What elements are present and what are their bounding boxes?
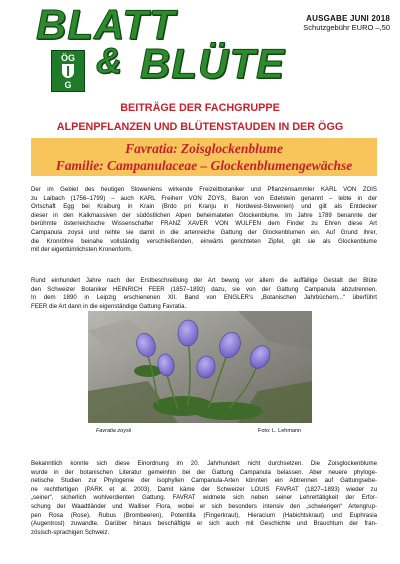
text-line: zu Laibach (1756–1799) – auch KARL Freiherr VON ZOYS, Baron von Edelstein genannt – lebte in der: [31, 194, 377, 202]
paragraph-2: [31, 277, 377, 311]
subtitle-line-2: ALPENPFLANZEN UND BLÜTENSTAUDEN IN DER ÖGG: [56, 121, 344, 133]
masthead: [0, 0, 400, 92]
text-line: die Kronröhre beinahe vollständig verschließenden, einwärts gerichteten Zipfel, gilt sie als Glockenblume: [31, 237, 377, 245]
paragraph-1: [31, 186, 377, 255]
topic-banner: [31, 138, 377, 176]
text-line: Campanula zoysii und reihte sie damit in die artenreiche Gattung der Glockenblumen ein. Auf Grund ihrer,: [31, 228, 377, 236]
subtitle-line-1: BEITRÄGE DER FACHGRUPPE: [120, 102, 280, 114]
issue-label: AUSGABE JUNI 2018: [306, 14, 390, 23]
oegg-logo: [51, 50, 85, 92]
text-line: In dem 1890 in Leipzig erschienenen XII. Band von ENGLER’s „Botanischen Jahrbüchern...“ überführt: [31, 294, 377, 302]
banner-family: Familie: Campanulaceae – Glockenblumengewächse: [55, 158, 353, 173]
title-blatt: BLATT: [36, 1, 176, 48]
text-line: „seiner“, sicherlich wohlverdienten Gattung. FAVRAT widmete sich neben seiner Lehrertätigkeit der Erfor-: [31, 494, 377, 502]
text-line: netische Studien zur Phylogenie der isophyllen Campanula-Arten könnten ein Abtrennen auf Gattungsebe-: [31, 477, 377, 485]
text-line: mit der eigentümlichsten Kronenform.: [31, 246, 133, 254]
flower-photo: [88, 311, 312, 423]
text-line: ne rechtfertigen (PARK et al. 2003). Damit käme der Schweizer LOUIS FAVRAT (1827–1893) wieder zu: [31, 485, 377, 493]
text-line: Der im Gebiet des heutigen Sloweniens wirkende Freizeitbotaniker und Pflanzensammler KARL VON ZOIS: [31, 186, 377, 193]
paragraph-3: [31, 460, 377, 537]
text-line: berühmte österreichische Wissenschafter FRANZ XAVER VON WULFEN dem Finder zu Ehren diese Art: [31, 220, 377, 228]
title-bluete: BLÜTE: [140, 40, 285, 87]
photo-caption-species: Favratia zoysii: [96, 428, 132, 434]
text-line: (Augentrost) zuwandte. Darüber hinaus beschäftigte er sich auch mit Geschichte und Brauchtum der fran-: [31, 520, 377, 528]
text-line: schung der Waadtländer und Walliser Flora, wobei er sich besonders intensiv den „schwierigen“ Artengrup-: [31, 502, 377, 510]
text-line: pen Rosa (Rose), Rubus (Brombeeren), Potentilla (Fingerkraut), Hieracium (Habichtskraut) und Euphrasia: [31, 511, 377, 519]
fee-label: Schutzgebühr EURO –,50: [303, 23, 390, 32]
banner-genus: Favratia: Zoisglockenblume: [125, 141, 283, 156]
title-ampersand: &: [96, 40, 123, 81]
text-line: den Schweizer Botaniker HEINRICH FEER (1857–1892) dazu, sie von der Gattung Campanula abzutrennen.: [31, 285, 377, 293]
text-line: Ortschaft Egg bei Kraiburg in Krain (Brdo pri Kranju in Nordwest-Slowenien) und gilt als Entdecker: [31, 203, 377, 211]
shield-icon: [62, 64, 74, 78]
text-line: Rund einhundert Jahre nach der Erstbeschreibung der Art bewog vor allem die auffällige Gestalt der Blüte: [31, 277, 377, 284]
logo-text-bottom: G: [64, 80, 72, 90]
text-line: FEER die Art dann in die eigenständige Gattung Favratia.: [31, 302, 187, 310]
text-line: Bekanntlich konnte sich diese Einordnung im 20. Jahrhundert nicht durchsetzen. Die Zoisglockenblume: [31, 460, 377, 467]
photo-credit: Foto: L. Lehmann: [258, 428, 302, 434]
text-line: zösisch-sprachigen Schweiz.: [31, 528, 110, 536]
logo-text-top: ÖG: [60, 53, 75, 63]
text-line: dieser in den Kalkmassiven der südöstlichen Alpen beheimateten Glockenblume. Im Jahre 1789 benannte der: [31, 211, 377, 219]
text-line: wurde in der botanischen Literatur gemeinhin bei der Gattung Campanula belassen. Aber neuere phyloge-: [31, 468, 377, 476]
